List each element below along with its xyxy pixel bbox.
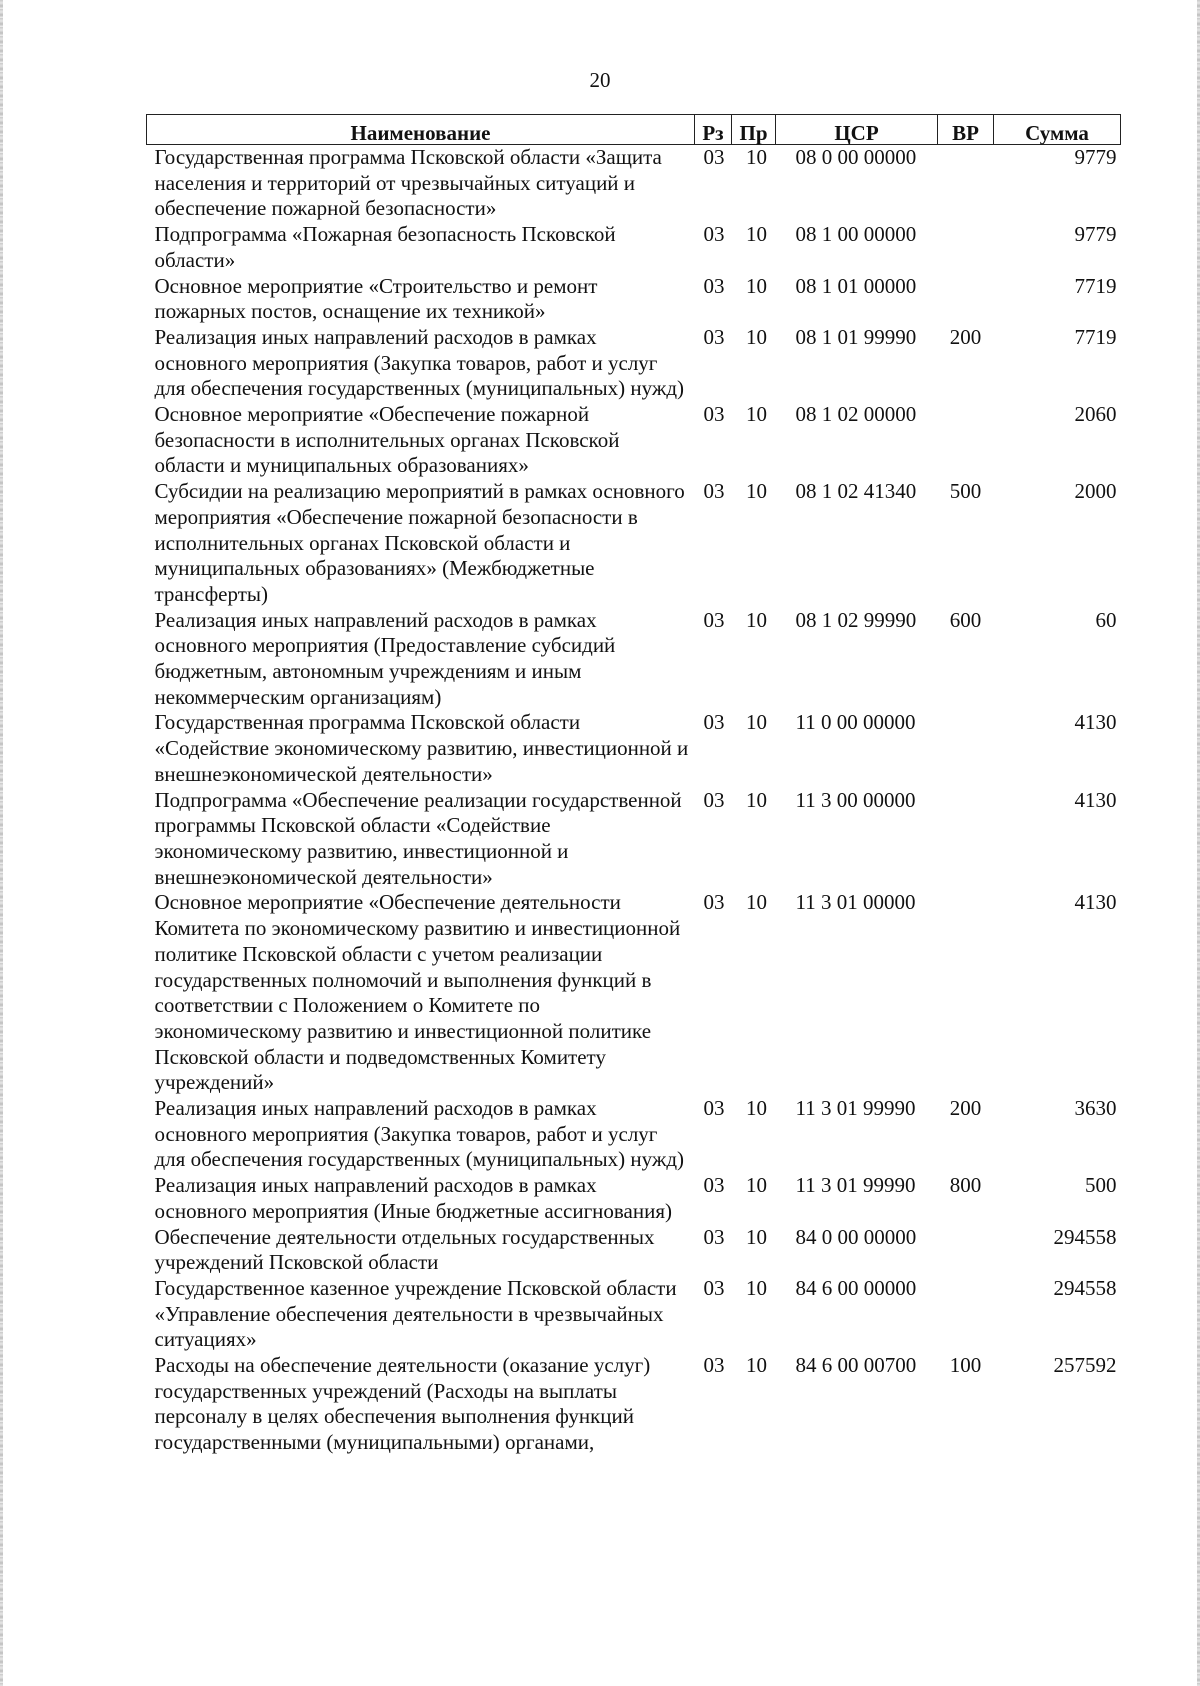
row-pr: 10	[746, 1275, 767, 1300]
row-vr: 100	[949, 1353, 982, 1378]
row-pr: 10	[746, 890, 767, 915]
row-csr: 08 1 00 00000	[795, 222, 917, 247]
row-vr	[938, 1225, 994, 1276]
row-rz: 03	[703, 890, 725, 915]
row-pr: 10	[746, 222, 767, 247]
row-csr: 11 3 01 99990	[795, 1173, 916, 1198]
row-pr: 10	[746, 1353, 767, 1378]
row-name: Реализация иных направлений расходов в рамках основного мероприятия (Предоставление субсидий бюджетным, автономным учреждениям и иным некоммерческим организациям)	[154, 607, 616, 709]
table-row	[147, 325, 1121, 402]
row-csr: 84 6 00 00000	[795, 1275, 917, 1300]
row-rz: 03	[703, 1173, 725, 1198]
row-name: Субсидии на реализацию мероприятий в рамках основного мероприятия «Обеспечение пожарной безопасности в исполнительных органах Псковской области и муниципальных образованиях» (Межбюджетные трансферты)	[154, 479, 685, 606]
row-pr: 10	[746, 1173, 767, 1198]
row-sum: 2000	[1074, 479, 1117, 504]
row-name: Подпрограмма «Пожарная безопасность Псковской области»	[154, 222, 616, 272]
header-name: Наименование	[147, 115, 695, 145]
table-row	[147, 1096, 1121, 1173]
row-vr	[938, 274, 994, 325]
budget-table	[146, 114, 1121, 1456]
row-pr: 10	[746, 324, 767, 349]
row-csr: 08 1 02 99990	[795, 607, 917, 632]
row-name: Реализация иных направлений расходов в рамках основного мероприятия (Иные бюджетные ассигнования)	[154, 1173, 673, 1223]
header-vr: ВР	[938, 115, 994, 145]
row-csr: 11 0 00 00000	[795, 710, 916, 735]
row-sum: 9779	[1074, 222, 1117, 247]
row-name: Основное мероприятие «Обеспечение деятельности Комитета по экономическому развитию и инвестиционной политике Псковской области с учетом реализации государственных полномочий и выполнения функций в соответствии с Положением о Комитете по экономическому развитию и инвестиционной политике Псковской области и подведомственных Комитету учреждений»	[154, 890, 681, 1095]
row-csr: 11 3 01 00000	[795, 890, 916, 915]
row-csr: 11 3 00 00000	[795, 787, 916, 812]
row-sum: 4130	[1074, 787, 1117, 812]
row-pr: 10	[746, 787, 767, 812]
row-sum: 2060	[1074, 402, 1117, 427]
row-name: Государственная программа Псковской области «Содействие экономическому развитию, инвестиционной и внешнеэкономической деятельности»	[154, 710, 689, 786]
row-pr: 10	[746, 1096, 767, 1121]
row-name: Расходы на обеспечение деятельности (оказание услуг) государственных учреждений (Расходы на выплаты персоналу в целях обеспечения выполнения функций государственными (муниципальными) органами,	[154, 1353, 651, 1455]
row-name: Реализация иных направлений расходов в рамках основного мероприятия (Закупка товаров, работ и услуг для обеспечения государственных (муниципальных) нужд)	[154, 1096, 685, 1172]
row-rz: 03	[703, 1275, 725, 1300]
header-pr: Пр	[732, 115, 776, 145]
row-sum: 7719	[1074, 324, 1117, 349]
table-row	[147, 1173, 1121, 1224]
row-sum: 7719	[1074, 273, 1117, 298]
table-row	[147, 402, 1121, 479]
row-vr: 600	[949, 607, 982, 632]
table-row	[147, 788, 1121, 891]
row-rz: 03	[703, 787, 725, 812]
row-csr: 08 1 02 00000	[795, 402, 917, 427]
row-vr	[938, 402, 994, 479]
table-row	[147, 710, 1121, 787]
row-csr: 08 0 00 00000	[795, 145, 917, 169]
row-csr: 84 0 00 00000	[795, 1224, 917, 1249]
row-vr: 800	[949, 1173, 982, 1198]
row-vr: 200	[949, 1096, 982, 1121]
row-csr: 84 6 00 00700	[795, 1353, 917, 1378]
row-pr: 10	[746, 710, 767, 735]
row-rz: 03	[703, 222, 725, 247]
row-sum: 294558	[1053, 1275, 1117, 1300]
row-rz: 03	[703, 145, 725, 169]
row-name: Подпрограмма «Обеспечение реализации государственной программы Псковской области «Содействие экономическому развитию, инвестиционной и внешнеэкономической деятельности»	[154, 787, 682, 889]
row-sum: 294558	[1053, 1224, 1117, 1249]
table-body	[147, 145, 1121, 1456]
scan-edge-left	[0, 0, 3, 1686]
table-header	[147, 115, 1121, 145]
row-rz: 03	[703, 607, 725, 632]
row-sum: 9779	[1074, 145, 1117, 169]
row-rz: 03	[703, 479, 725, 504]
row-sum: 4130	[1074, 890, 1117, 915]
row-sum: 500	[1085, 1173, 1117, 1198]
row-vr: 500	[949, 479, 982, 504]
row-vr	[938, 1276, 994, 1353]
row-sum: 60	[1095, 607, 1117, 632]
row-name: Реализация иных направлений расходов в рамках основного мероприятия (Закупка товаров, работ и услуг для обеспечения государственных (муниципальных) нужд)	[154, 324, 685, 401]
row-pr: 10	[746, 607, 767, 632]
row-vr	[938, 788, 994, 891]
row-sum: 257592	[1053, 1353, 1117, 1378]
row-csr: 08 1 01 00000	[795, 273, 917, 298]
table-row	[147, 1276, 1121, 1353]
row-vr	[938, 145, 994, 223]
row-pr: 10	[746, 273, 767, 298]
table-row	[147, 274, 1121, 325]
table-row	[147, 145, 1121, 223]
table-row	[147, 479, 1121, 608]
header-rz: Рз	[695, 115, 732, 145]
header-sum: Сумма	[994, 115, 1121, 145]
row-name: Основное мероприятие «Строительство и ремонт пожарных постов, оснащение их техникой»	[154, 273, 598, 324]
row-csr: 08 1 01 99990	[795, 324, 917, 349]
row-name: Основное мероприятие «Обеспечение пожарной безопасности в исполнительных органах Псковской области и муниципальных образованиях»	[154, 402, 620, 478]
table-row	[147, 608, 1121, 711]
table-row	[147, 890, 1121, 1096]
row-pr: 10	[746, 402, 767, 427]
row-vr	[938, 222, 994, 273]
table-row	[147, 1353, 1121, 1456]
row-name: Обеспечение деятельности отдельных государственных учреждений Псковской области	[154, 1224, 655, 1275]
row-rz: 03	[703, 273, 725, 298]
row-sum: 3630	[1074, 1096, 1117, 1121]
row-rz: 03	[703, 1224, 725, 1249]
row-vr	[938, 710, 994, 787]
row-rz: 03	[703, 710, 725, 735]
row-name: Государственная программа Псковской области «Защита населения и территорий от чрезвычайных ситуаций и обеспечение пожарной безопасности»	[154, 145, 662, 221]
page-number: 20	[589, 68, 611, 92]
row-rz: 03	[703, 402, 725, 427]
row-rz: 03	[703, 1353, 725, 1378]
row-csr: 11 3 01 99990	[795, 1096, 916, 1121]
row-rz: 03	[703, 324, 725, 349]
row-vr	[938, 890, 994, 1096]
table-row	[147, 222, 1121, 273]
row-name: Государственное казенное учреждение Псковской области «Управление обеспечения деятельности в чрезвычайных ситуациях»	[154, 1275, 677, 1352]
row-rz: 03	[703, 1096, 725, 1121]
row-sum: 4130	[1074, 710, 1117, 735]
table-row	[147, 1225, 1121, 1276]
row-pr: 10	[746, 479, 767, 504]
row-csr: 08 1 02 41340	[795, 479, 917, 504]
header-csr: ЦСР	[776, 115, 938, 145]
row-pr: 10	[746, 145, 767, 169]
row-vr: 200	[949, 324, 982, 349]
header-row	[147, 115, 1121, 145]
row-pr: 10	[746, 1224, 767, 1249]
